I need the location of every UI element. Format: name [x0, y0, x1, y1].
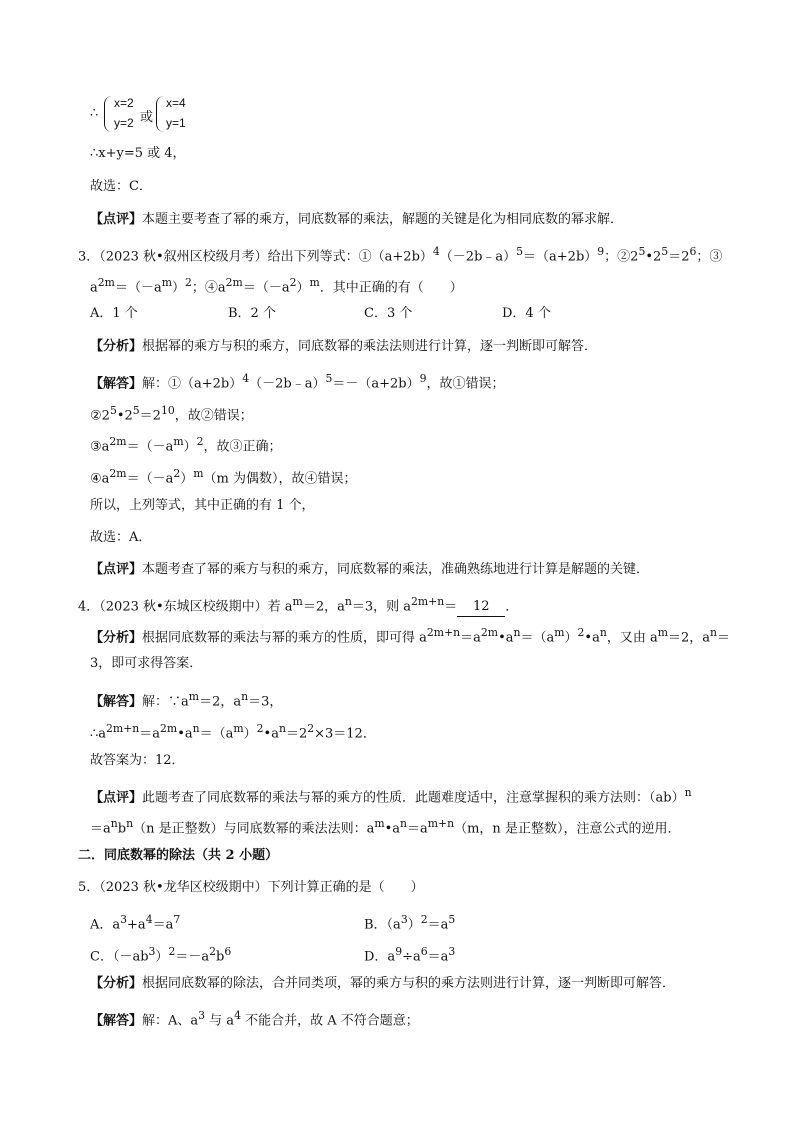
q3-analysis: 【分析】根据幂的乘方与积的乘方，同底数幂的乘法法则进行计算，逐一判断即可解答．: [90, 339, 598, 354]
q4-solution-3: 故答案为：12．: [90, 753, 185, 768]
therefore-symbol: ∴: [90, 106, 99, 121]
comment-q2: [90, 211, 623, 229]
q3-option-c: C．3 个: [364, 306, 413, 321]
q4-analysis-1: 【分析】根据同底数幂的乘法与幂的乘方的性质，即可得 $a^{2m+n}=a^{2m}•a^n=(a^m)^2•a^n$，又由 $a^m=2$，$a^n=$: [90, 626, 731, 646]
q5-solution-1: 【解答】解：A、$a^3$ 与 $a^4$ 不能合并，故 A 不符合题意；: [90, 1009, 419, 1029]
q4-analysis-2: 3，即可求得答案．: [90, 656, 203, 671]
comment-text: 本题主要考查了幂的乘方，同底数幂的乘法，解题的关键是化为相同底数的幂求解．: [142, 212, 624, 227]
q5-option-b: B．$(a^3)^2=a^5$: [364, 913, 456, 933]
sum-result: ∴x+y=5 或 4，: [90, 146, 186, 161]
q5-option-d: D．$a^9\div a^6=a^3$: [364, 945, 456, 965]
q3-solution-6: 故选：A．: [90, 530, 152, 545]
q5-option-c: C．$(-ab^3)^2=-a^2b^6$: [90, 945, 232, 965]
q5-analysis: 【分析】根据同底数幂的除法，合并同类项，幂的乘方与积的乘方法则进行计算，逐一判断即可解答．: [90, 976, 676, 991]
q4-solution-2: $\therefore a^{2m+n}=a^{2m}•a^n=(a^m)^2•a^n=2^2\times 3=12$．: [90, 722, 376, 742]
answer-choice: 故选：C．: [90, 179, 152, 194]
left-brace-1: [104, 96, 113, 132]
q3-option-d: D．4 个: [502, 306, 551, 321]
q3-solution-1: 【解答】解：$①(a+2b)^4(-2b﹣a)^5=-(a+2b)^9$，故①错误；: [90, 372, 505, 392]
q3-solution-5: 所以，上列等式，其中正确的有 1 个，: [90, 498, 315, 513]
or-text: 或: [140, 110, 154, 125]
q4-comment-2: $=a^nb^n(n$ 是正整数）与同底数幂的乘法法则：$a^m•a^n=a^{m+n}(m$，n 是正整数），注意公式的逆用．: [90, 817, 681, 837]
question-5: 5．（2023 秋•龙华区校级期中）下列计算正确的是（ ）: [78, 880, 424, 895]
q3-option-b: B．2 个: [228, 306, 276, 321]
q3-solution-2: $②2^5•2^5=2^{10}$，故②错误；: [90, 404, 253, 424]
system2-line1: x=4: [166, 96, 186, 110]
left-brace-2: [156, 96, 165, 132]
system2-line2: y=1: [166, 116, 186, 130]
q3-solution-3: $③a^{2m}=(-a^m)^2$，故③正确；: [90, 435, 282, 455]
question-4: 4．（2023 秋•东城区校级期中）若 $a^m=2$，$a^n=3$，则 $a^{2m+n}= 12$ ．: [78, 593, 518, 617]
comment-tag: 【点评】: [90, 212, 143, 227]
q3-comment: 【点评】本题考查了幂的乘方与积的乘方，同底数幂的乘法，准确熟练地进行计算是解题的关键．: [90, 562, 650, 577]
question-3: 3．（2023 秋•叙州区校级月考）给出下列等式：$①(a+2b)^4(-2b﹣a)^5=(a+2b)^9$；$②2^5•2^5=2^6$；③: [78, 245, 723, 265]
solution-system: [90, 92, 210, 138]
q4-comment-1: 【点评】此题考查了同底数幂的乘法与幂的乘方的性质．此题难度适中，注意掌握积的乘方法则：（ab）$^n$: [90, 786, 692, 806]
section-heading-2: 二．同底数幂的除法（共 2 小题）: [78, 848, 279, 863]
system1-line1: x=2: [114, 96, 134, 110]
q3-option-a: A．1 个: [90, 306, 138, 321]
system1-line2: y=2: [114, 116, 134, 130]
q4-solution-1: 【解答】解：$\because a^m=2$，$a^n=3$，: [90, 690, 283, 710]
q3-solution-4: $④a^{2m}=(-a^2)^m(m$ 为偶数），故④错误；: [90, 467, 357, 487]
q5-option-a: A．$a^3+a^4=a^7$: [90, 913, 181, 933]
question-3-cont: $a^{2m}=(-a^m)^2$；$④a^{2m}=(-a^2)^m$．其中正确的有（ ）: [90, 276, 463, 296]
answer-blank: 12: [457, 598, 505, 617]
